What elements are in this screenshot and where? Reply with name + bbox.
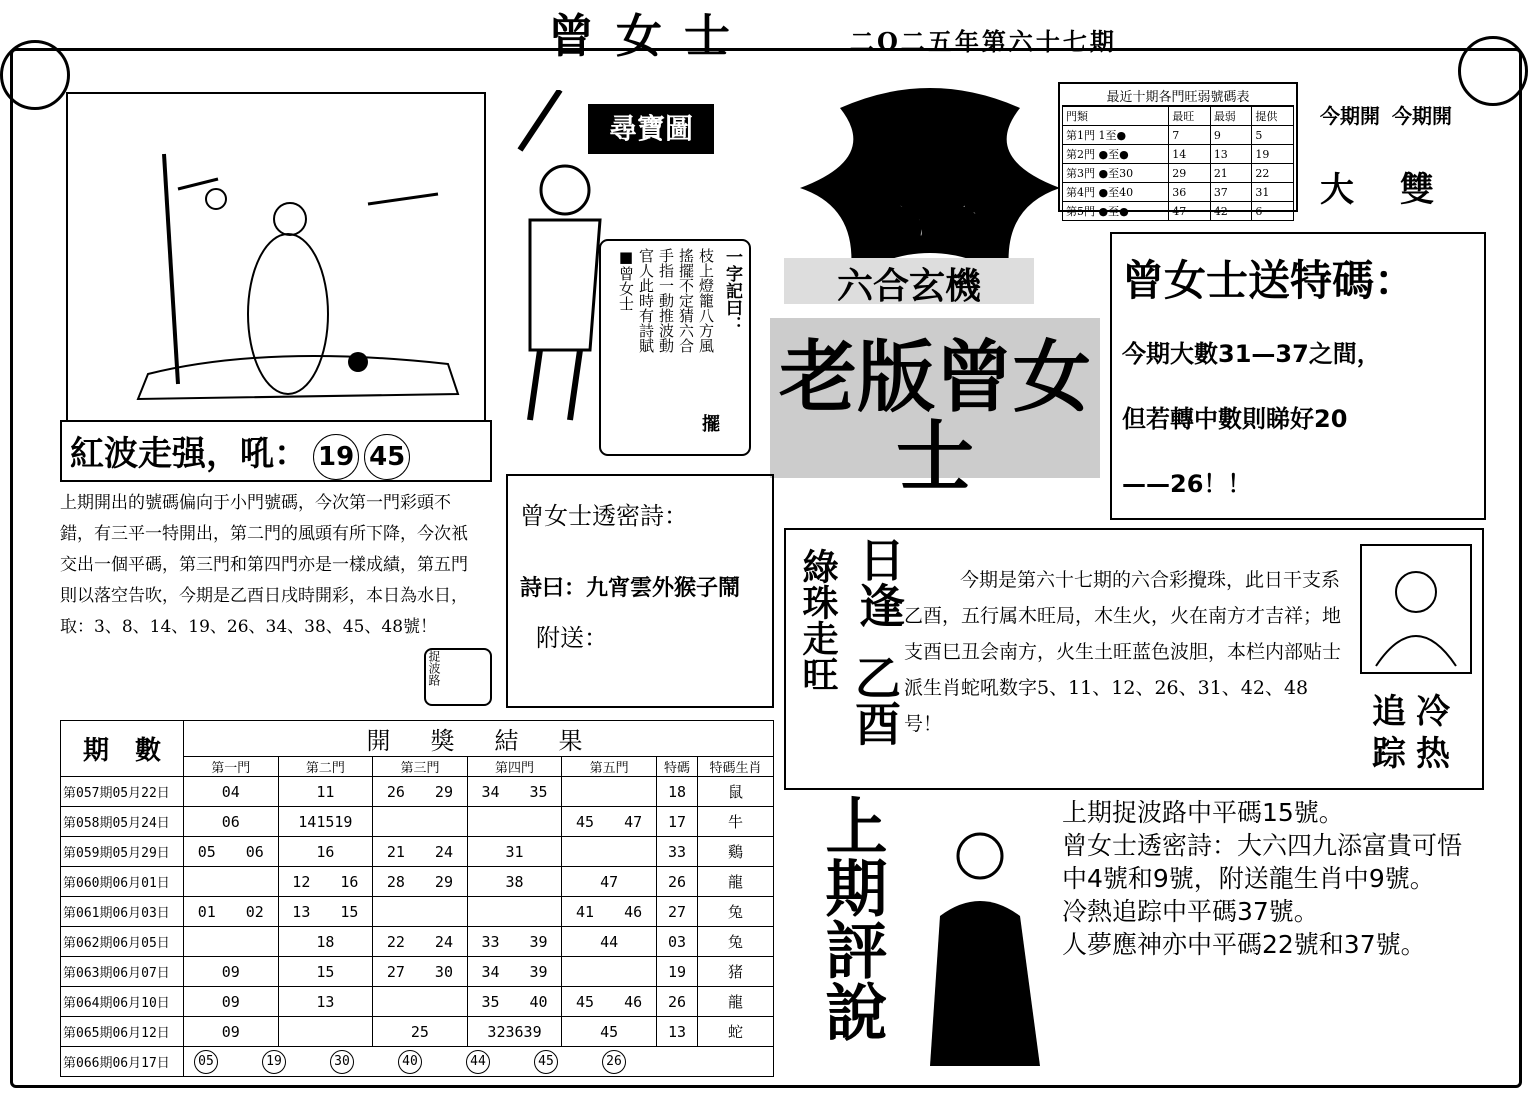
- result-sp: 13: [656, 1017, 697, 1047]
- result-g4: 35 40: [467, 987, 562, 1017]
- masthead-title: 曾女士: [548, 9, 752, 63]
- results-header-row: [61, 721, 774, 757]
- table-row: [1063, 202, 1294, 221]
- recent-row-cold: 42: [1210, 202, 1252, 221]
- result-sp: 03: [656, 927, 697, 957]
- result-g3: 25: [373, 1017, 468, 1047]
- result-g2: 141519: [278, 807, 373, 837]
- result-z: 兔: [698, 927, 774, 957]
- result-g5: [562, 777, 657, 807]
- result-z: 猪: [698, 957, 774, 987]
- logo-hongkong: 香港: [837, 166, 982, 250]
- review-vertical-title: 上期評說: [815, 794, 888, 1042]
- this-issue-label-a: 今期開: [1320, 104, 1380, 128]
- result-g1: 09: [184, 957, 279, 987]
- result-g1: 09: [184, 1017, 279, 1047]
- result-g5: [562, 837, 657, 867]
- latest-number-circle: 45: [534, 1050, 558, 1074]
- recent-row-cold: 37: [1210, 183, 1252, 202]
- result-g1: 05 06: [184, 837, 279, 867]
- result-g5: 47: [562, 867, 657, 897]
- recent-row-label: 第2門 ●至●: [1063, 145, 1169, 164]
- result-z: 兔: [698, 897, 774, 927]
- result-sp: 27: [656, 897, 697, 927]
- table-row: [61, 837, 774, 867]
- result-g4: 33 39: [467, 927, 562, 957]
- result-sp: 18: [656, 777, 697, 807]
- analysis-text: 上期開出的號碼偏向于小門號碼，今次第一門彩頭不錯，有三平一特開出，第二門的風頭有所下降，今次衹交出一個平碼，第三門和第四門亦是一樣成績，第五門則以落空告吹，今期是乙酉日戌時開彩，本日為水日，取：3、8、14、19、26、34、38、45、48號！: [60, 493, 468, 637]
- logo-old-edition: 老版曾女士: [770, 318, 1100, 478]
- recent-row-label: 第5門 ●至●: [1063, 202, 1169, 221]
- recent-table-title: 最近十期各門旺弱號碼表: [1062, 86, 1294, 106]
- recent-row-label: 第3門 ●至30: [1063, 164, 1169, 183]
- recent-row-hot: 36: [1169, 183, 1211, 202]
- result-issue: 第059期05月29日: [61, 837, 184, 867]
- scroll-verse-col-1: 枝上燈籠八方風: [697, 248, 715, 353]
- corner-ornament-right: [1458, 36, 1528, 106]
- poem-line: [520, 571, 760, 602]
- poem-gift: 附送：: [536, 624, 608, 652]
- special-line-1: 今期大數31—37之間，: [1122, 340, 1381, 368]
- hot-cold-portrait: [1360, 544, 1472, 674]
- latest-number-circle: 44: [466, 1050, 490, 1074]
- red-wave-box: [60, 420, 492, 482]
- result-g3: [373, 987, 468, 1017]
- table-row: [61, 807, 774, 837]
- special-line-2: 但若轉中數則睇好20: [1122, 405, 1348, 433]
- result-g4: [467, 807, 562, 837]
- table-row: [61, 987, 774, 1017]
- review-lines: [1062, 796, 1482, 1076]
- table-row: [1063, 145, 1294, 164]
- treasure-map-label: 尋寶圖: [588, 104, 714, 154]
- official-figure-illustration: [900, 816, 1060, 1076]
- recent-row-hot: 7: [1169, 126, 1211, 145]
- result-g1: [184, 927, 279, 957]
- table-row: [61, 867, 774, 897]
- recent-row-give: 22: [1252, 164, 1294, 183]
- latest-issue: 第066期06月17日: [61, 1047, 184, 1077]
- result-g4: 34 35: [467, 777, 562, 807]
- gate-1-header: 第一門: [184, 757, 279, 777]
- result-g2: 16: [278, 837, 373, 867]
- recent-row-give: 19: [1252, 145, 1294, 164]
- special-title: 曾女士送特碼：: [1122, 256, 1417, 305]
- results-table: [60, 720, 774, 1077]
- result-sp: 33: [656, 837, 697, 867]
- recent-row-give: 6: [1252, 202, 1294, 221]
- results-table-wrap: [60, 720, 774, 1072]
- result-g1: 01 02: [184, 897, 279, 927]
- scroll-answer: 擺: [702, 414, 720, 435]
- result-g3: 21 24: [373, 837, 468, 867]
- table-row: [1063, 164, 1294, 183]
- result-z: 龍: [698, 867, 774, 897]
- scroll-title: 一字記曰：: [722, 248, 742, 333]
- latest-numbers: [184, 1047, 774, 1077]
- scroll-verse: [604, 248, 744, 398]
- catch-wave-badge: [424, 648, 492, 706]
- results-body: [61, 777, 774, 1047]
- review-line-3: 冷熱追踪中平碼37號。: [1062, 897, 1319, 926]
- recent-row-label: 第4門 ●至40: [1063, 183, 1169, 202]
- scholar-illustration: [68, 94, 484, 420]
- result-g4: 38: [467, 867, 562, 897]
- red-wave-number-2: 45: [364, 434, 410, 480]
- result-g4: 34 39: [467, 957, 562, 987]
- table-row: [61, 957, 774, 987]
- review-line-2: 曾女士透密詩：大六四九添富貴可悟中4號和9號，附送龍生肖中9號。: [1062, 831, 1463, 893]
- result-g2: 13: [278, 987, 373, 1017]
- table-row: [61, 777, 774, 807]
- result-g3: [373, 897, 468, 927]
- result-g2: 15: [278, 957, 373, 987]
- hot-cold-char-c: 追: [1372, 692, 1406, 732]
- result-sp: 17: [656, 807, 697, 837]
- result-g5: [562, 957, 657, 987]
- special-line-3: ——26！！: [1122, 470, 1252, 498]
- hot-cold-char-b: 热: [1416, 734, 1450, 774]
- review-line-1: 上期捉波路中平碼15號。: [1062, 798, 1344, 827]
- portrait-illustration: [1362, 546, 1470, 672]
- result-issue: 第063期06月07日: [61, 957, 184, 987]
- gate-5-header: 第五門: [562, 757, 657, 777]
- result-g5: 45 46: [562, 987, 657, 1017]
- result-g3: 26 29: [373, 777, 468, 807]
- poem-title: 曾女士透密詩：: [520, 502, 688, 530]
- recent-row-hot: 47: [1169, 202, 1211, 221]
- latest-number-circle: 05: [194, 1050, 218, 1074]
- scroll-verse-col-2: 搖擺不定猜六合: [677, 248, 695, 353]
- recent-row-hot: 14: [1169, 145, 1211, 164]
- result-g1: 04: [184, 777, 279, 807]
- special-header: 特碼: [656, 757, 697, 777]
- red-wave-number-1: 19: [313, 434, 359, 480]
- result-issue: 第057期05月22日: [61, 777, 184, 807]
- recent-header-hot: 最旺: [1169, 107, 1211, 126]
- corner-ornament-left: [0, 40, 70, 110]
- result-g4: [467, 897, 562, 927]
- result-sp: 19: [656, 957, 697, 987]
- day-ruler-v1: 日逢: [852, 536, 906, 628]
- green-pearl-vertical: 綠珠走旺: [797, 548, 838, 692]
- table-row: [61, 1017, 774, 1047]
- review-line-4: 人夢應神亦中平碼22號和37號。: [1062, 930, 1426, 959]
- result-g5: 44: [562, 927, 657, 957]
- red-wave-title: 紅波走强，吼：: [70, 434, 308, 474]
- scroll-verse-col-4: 官人此時有詩賦: [637, 248, 655, 353]
- issue-number: 二O二五年第六十七期: [850, 27, 1117, 56]
- recent-row-give: 31: [1252, 183, 1294, 202]
- this-issue-even: 雙: [1400, 170, 1434, 210]
- result-g5: 45 47: [562, 807, 657, 837]
- logo-liuhe: 六合玄機: [784, 258, 1034, 304]
- result-sp: 26: [656, 867, 697, 897]
- result-g2: 18: [278, 927, 373, 957]
- recent-row-cold: 13: [1210, 145, 1252, 164]
- day-ruler-v2: 乙酉: [848, 654, 902, 746]
- catch-wave-label: 捉波路: [427, 650, 441, 686]
- result-z: 牛: [698, 807, 774, 837]
- scroll-verse-col-3: 手指一動推波動: [657, 248, 675, 353]
- day-ruler-text: 今期是第六十七期的六合彩攪珠，此日干支系乙酉，五行属木旺局，木生火，火在南方才吉祥；地支酉巳丑会南方，火生土旺蓝色波胆，本栏内部贴士派生肖蛇吼数字5、11、12、26、31、42、48号！: [904, 569, 1342, 735]
- gate-2-header: 第二門: [278, 757, 373, 777]
- table-row: [61, 897, 774, 927]
- result-g2: 13 15: [278, 897, 373, 927]
- recent-row-hot: 29: [1169, 164, 1211, 183]
- table-row: [1063, 183, 1294, 202]
- recent-header-type: 門類: [1063, 107, 1169, 126]
- scroll-sign: ■曾女士: [617, 248, 635, 311]
- result-g2: 12 16: [278, 867, 373, 897]
- result-sp: 26: [656, 987, 697, 1017]
- result-issue: 第064期06月10日: [61, 987, 184, 1017]
- latest-number-circle: 40: [398, 1050, 422, 1074]
- poem-text: 九宵雲外猴子鬧: [586, 576, 741, 601]
- result-g3: 27 30: [373, 957, 468, 987]
- recent-header-give: 提供: [1252, 107, 1294, 126]
- hot-cold-char-a: 冷: [1416, 692, 1450, 732]
- recent-row-cold: 9: [1210, 126, 1252, 145]
- recent-table: [1062, 106, 1294, 221]
- special-number-box: [1110, 232, 1486, 520]
- recent-header-cold: 最弱: [1210, 107, 1252, 126]
- result-g3: [373, 807, 468, 837]
- result-g2: 11: [278, 777, 373, 807]
- result-issue: 第058期05月24日: [61, 807, 184, 837]
- result-issue: 第065期06月12日: [61, 1017, 184, 1047]
- result-g3: 28 29: [373, 867, 468, 897]
- secret-poem-box: [506, 474, 774, 708]
- result-g4: 31: [467, 837, 562, 867]
- result-z: 鼠: [698, 777, 774, 807]
- results-banner: 開 獎 結 果: [184, 721, 774, 757]
- result-z: 龍: [698, 987, 774, 1017]
- result-z: 鷄: [698, 837, 774, 867]
- latest-number-circle: 19: [262, 1050, 286, 1074]
- latest-result-row: [61, 1047, 774, 1077]
- hot-cold-char-d: 踪: [1372, 734, 1406, 774]
- result-issue: 第062期06月05日: [61, 927, 184, 957]
- results-issue-header: 期 數: [61, 721, 184, 777]
- illustration-scene: [66, 92, 486, 422]
- this-issue-big: 大: [1320, 170, 1354, 210]
- result-g5: 45: [562, 1017, 657, 1047]
- gate-4-header: 第四門: [467, 757, 562, 777]
- result-g1: [184, 867, 279, 897]
- recent-hot-cold-table: [1058, 82, 1298, 218]
- result-g1: 06: [184, 807, 279, 837]
- result-issue: 第061期06月03日: [61, 897, 184, 927]
- result-g3: 22 24: [373, 927, 468, 957]
- table-row: [1063, 126, 1294, 145]
- gate-3-header: 第三門: [373, 757, 468, 777]
- latest-number-circle: 26: [602, 1050, 626, 1074]
- recent-table-header: [1063, 107, 1294, 126]
- this-issue-label-b: 今期開: [1392, 104, 1452, 128]
- recent-row-give: 5: [1252, 126, 1294, 145]
- recent-row-label: 第1門 1至●: [1063, 126, 1169, 145]
- result-z: 蛇: [698, 1017, 774, 1047]
- result-g5: 41 46: [562, 897, 657, 927]
- result-g2: [278, 1017, 373, 1047]
- zodiac-header: 特碼生肖: [698, 757, 774, 777]
- result-issue: 第060期06月01日: [61, 867, 184, 897]
- result-g4: 323639: [467, 1017, 562, 1047]
- poem-label: 詩曰：: [520, 575, 587, 601]
- latest-number-circle: 30: [330, 1050, 354, 1074]
- table-row: [61, 927, 774, 957]
- recent-row-cold: 21: [1210, 164, 1252, 183]
- result-g1: 09: [184, 987, 279, 1017]
